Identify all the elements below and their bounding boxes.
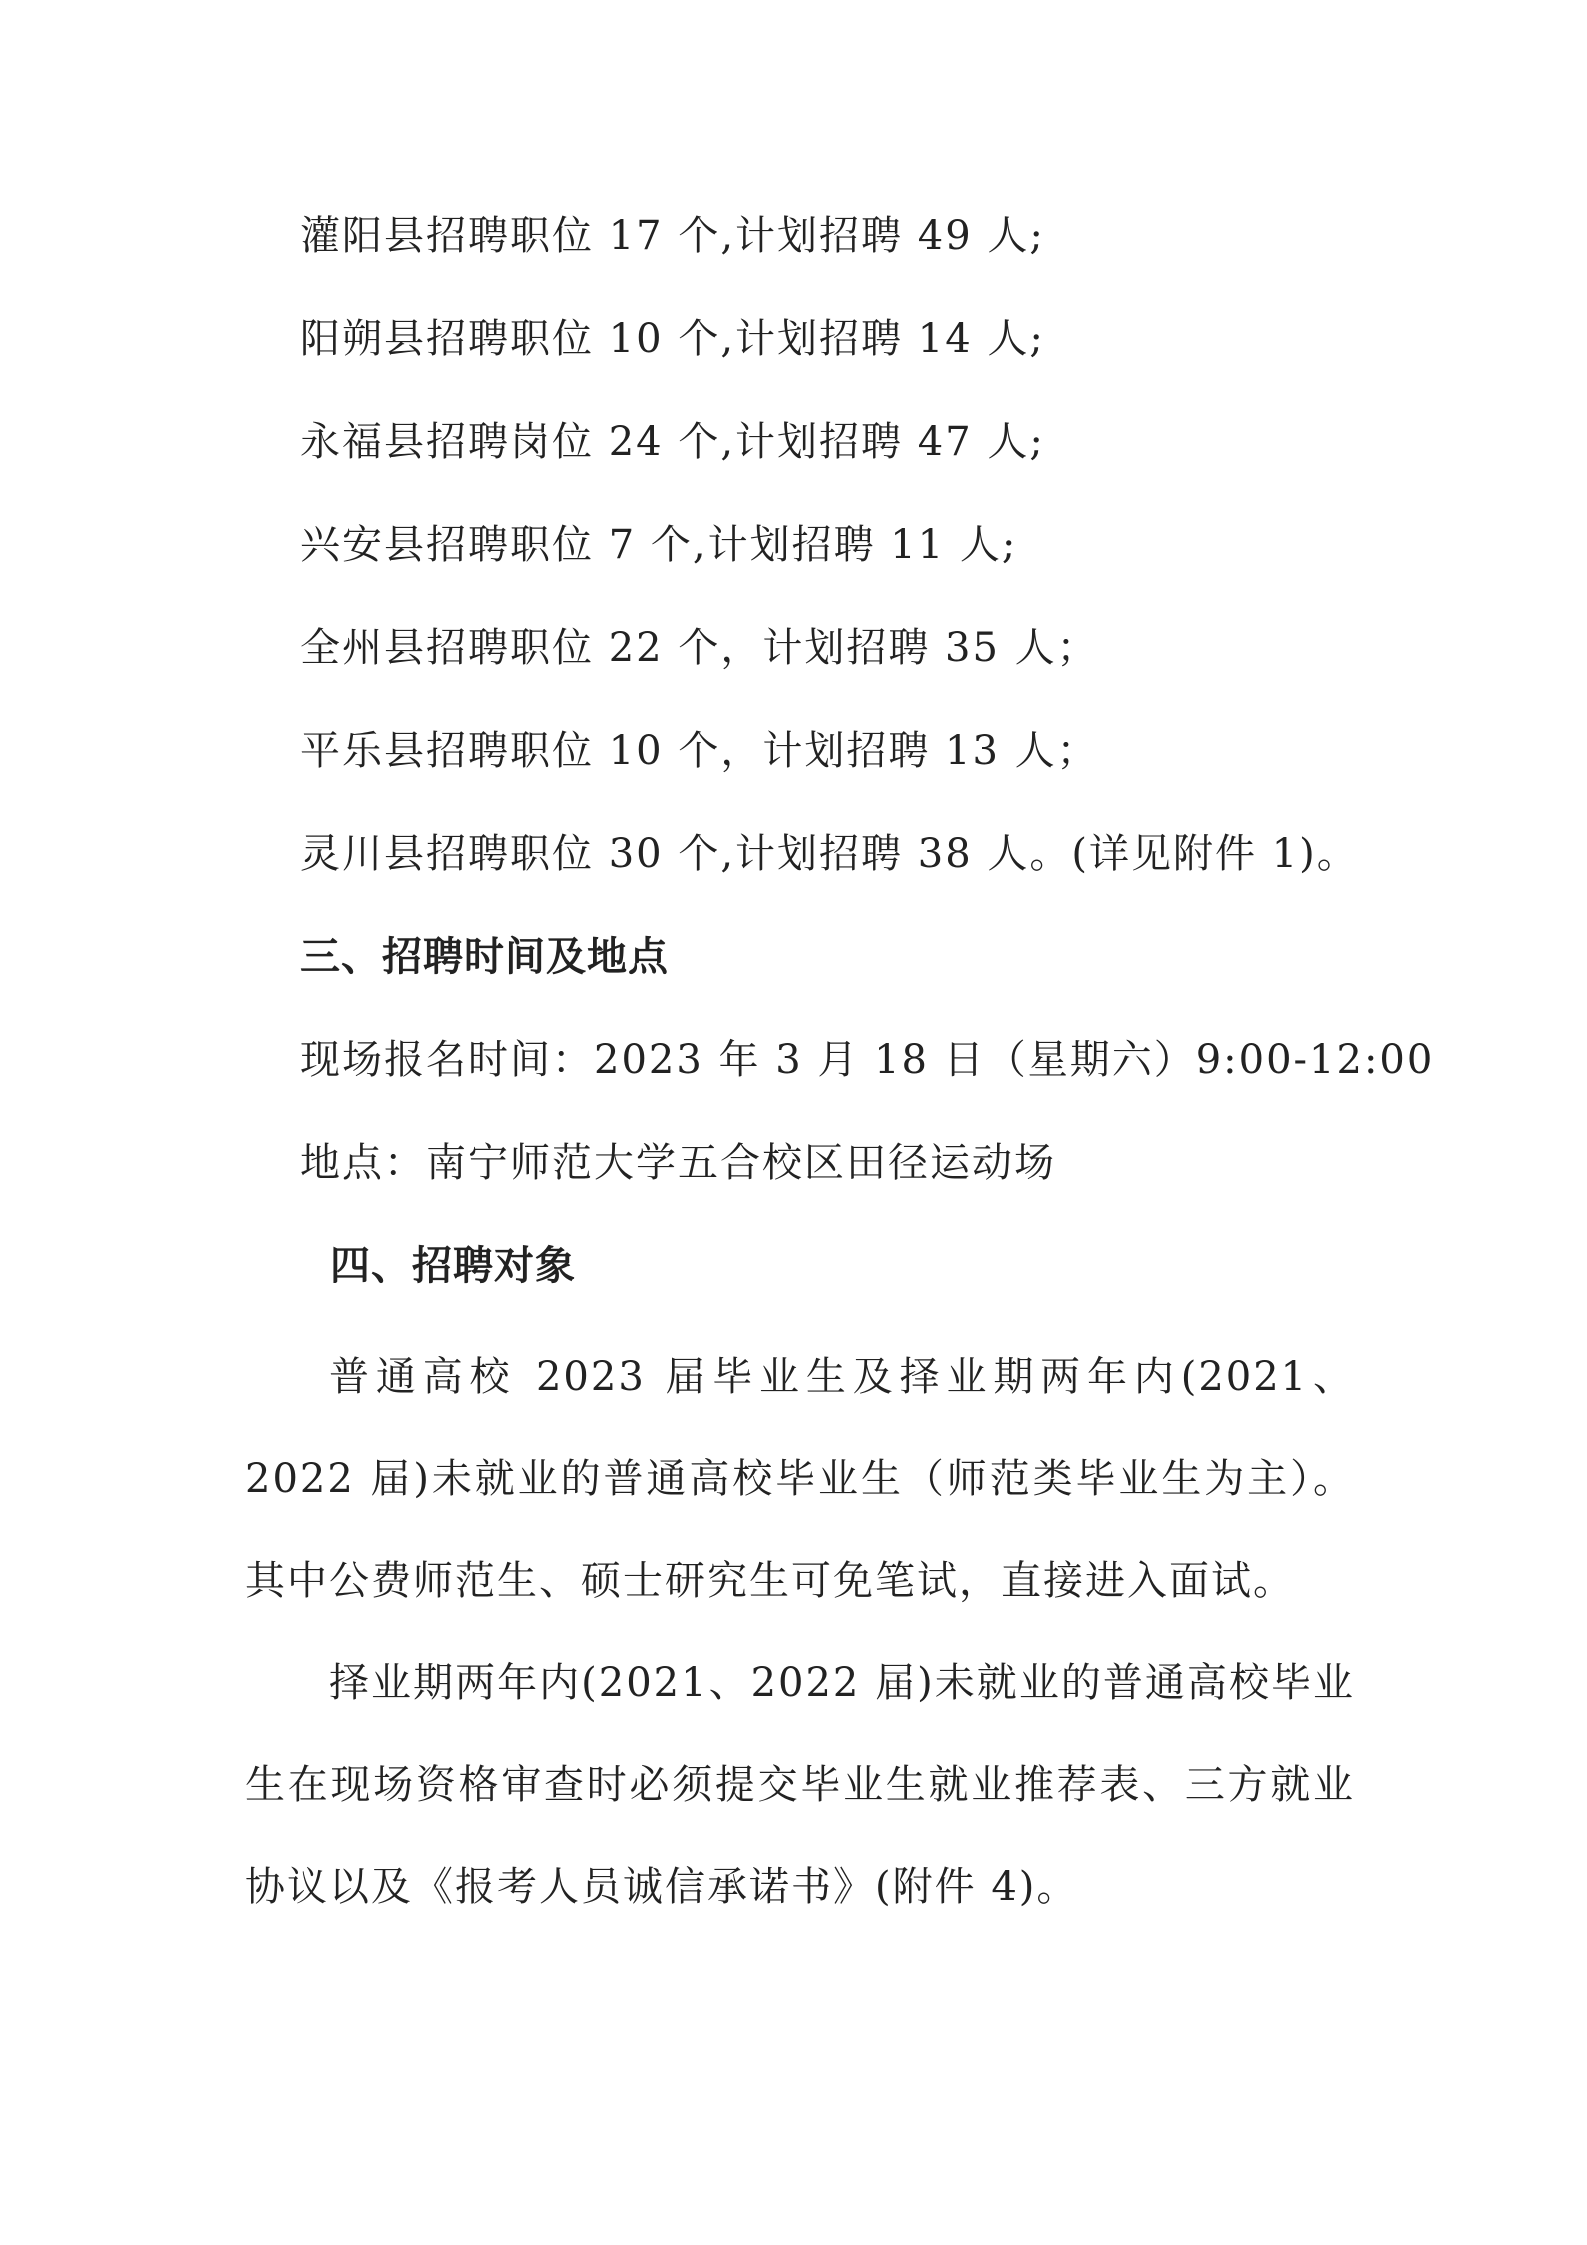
county-line-yangshuo: 阳朔县招聘职位 10 个,计划招聘 14 人; — [300, 316, 1045, 362]
location-line: 地点：南宁师范大学五合校区田径运动场 — [300, 1140, 1056, 1186]
county-line-quanzhou: 全州县招聘职位 22 个，计划招聘 35 人； — [300, 625, 1099, 671]
target-paragraph-1: 普通高校 2023 届毕业生及择业期两年内(2021、2022 届)未就业的普通高校毕业生（师范类毕业生为主）。其中公费师范生、硕士研究生可免笔试，直接进入面试。 — [245, 1354, 1355, 1604]
county-line-guanyang: 灌阳县招聘职位 17 个,计划招聘 49 人; — [300, 213, 1045, 259]
county-line-xingan: 兴安县招聘职位 7 个,计划招聘 11 人; — [300, 522, 1018, 568]
section-heading-target: 四、招聘对象 — [330, 1243, 576, 1289]
registration-time-line: 现场报名时间：2023 年 3 月 18 日（星期六）9:00-12:00 — [300, 1037, 1435, 1083]
county-line-pingle: 平乐县招聘职位 10 个，计划招聘 13 人； — [300, 728, 1099, 774]
county-line-yongfu: 永福县招聘岗位 24 个,计划招聘 47 人; — [300, 419, 1045, 465]
section-heading-time-place: 三、招聘时间及地点 — [300, 934, 669, 980]
county-line-lingchuan: 灵川县招聘职位 30 个,计划招聘 38 人。(详见附件 1)。 — [300, 831, 1359, 877]
target-paragraph-2: 择业期两年内(2021、2022 届)未就业的普通高校毕业生在现场资格审查时必须提交毕业生就业推荐表、三方就业协议以及《报考人员诚信承诺书》(附件 4)。 — [245, 1660, 1355, 1910]
